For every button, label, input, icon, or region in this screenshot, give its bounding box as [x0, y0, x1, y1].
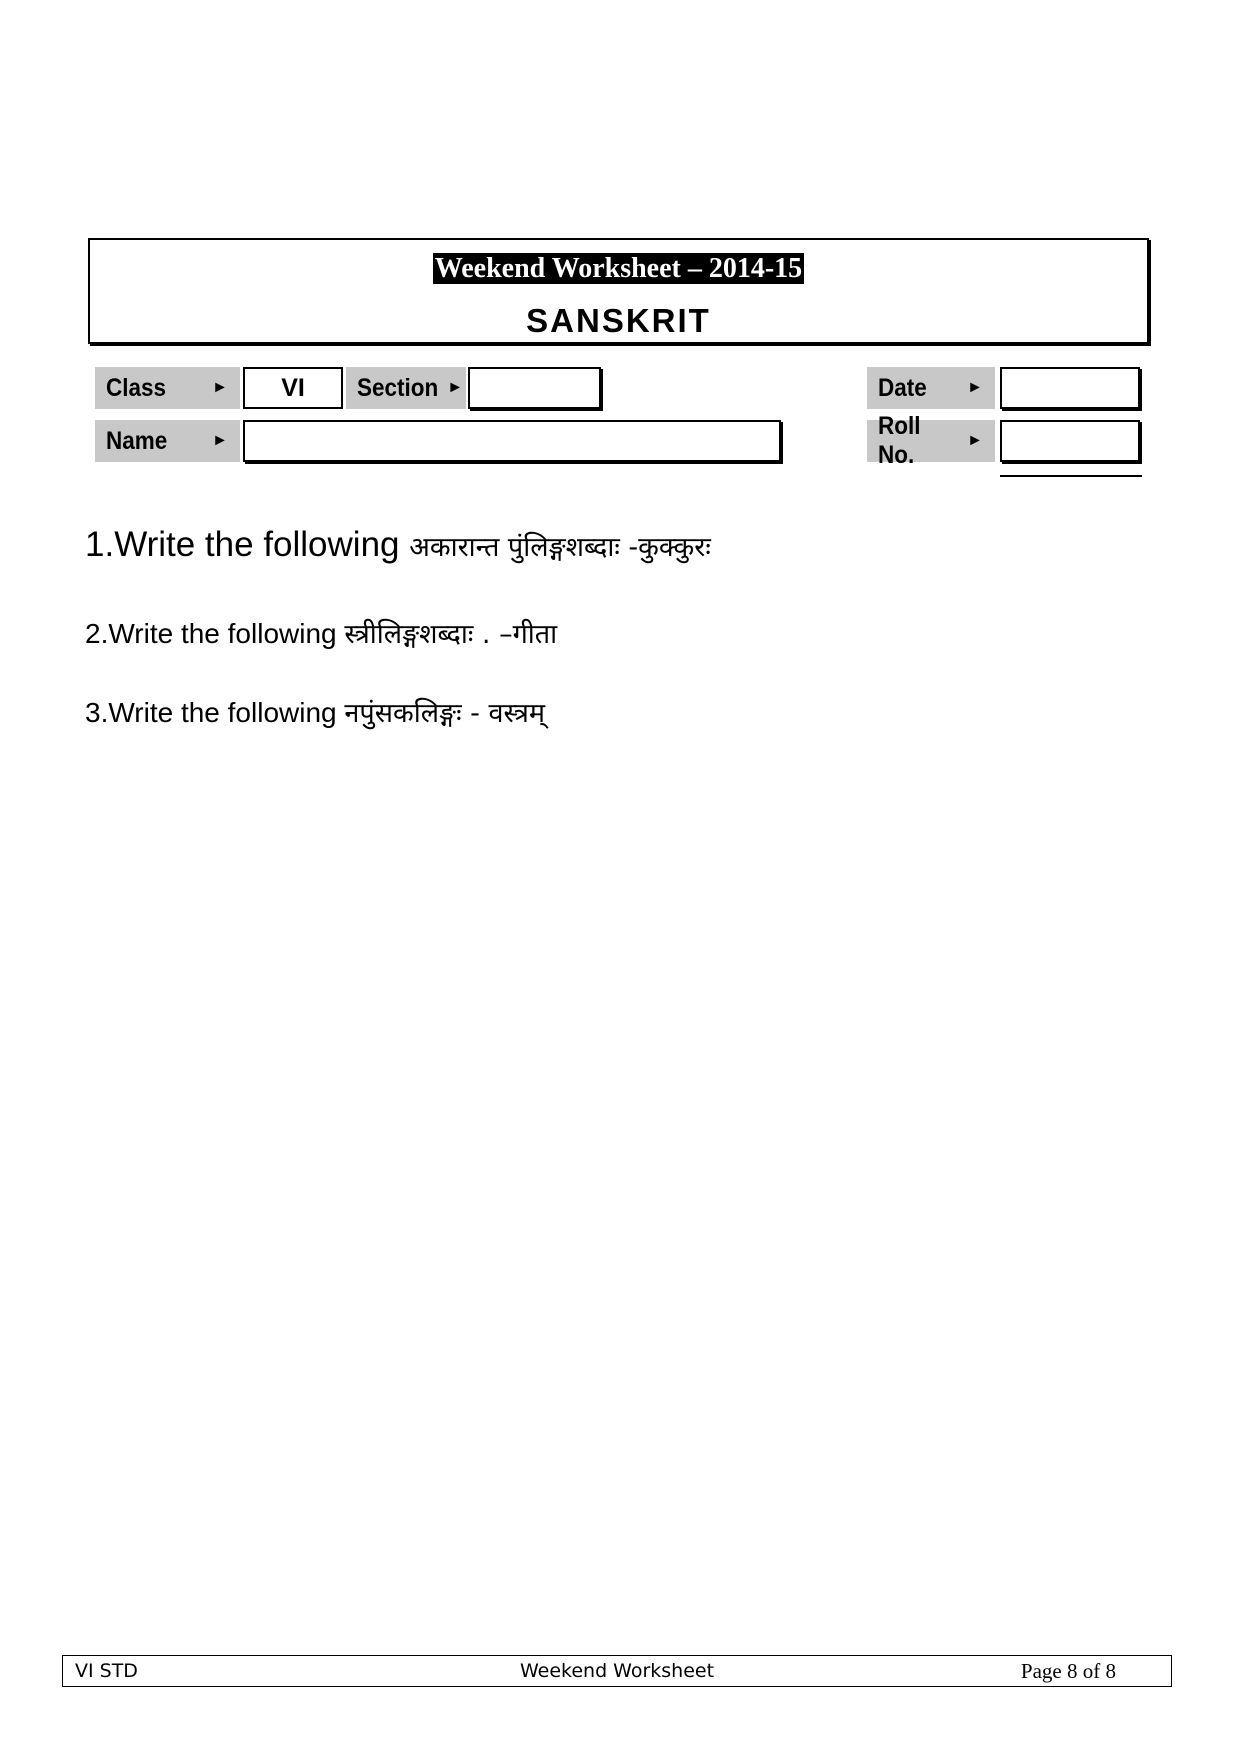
- page-number: Page 8 of 8: [1020, 1659, 1116, 1683]
- section-field[interactable]: [468, 367, 601, 409]
- date-field[interactable]: [1000, 367, 1140, 409]
- question-1: 1.Write the following अकारान्त पुंलिङ्गशब्दाः -कुक्कुरः: [85, 525, 711, 564]
- arrow-right-icon: ►: [447, 379, 464, 396]
- class-field[interactable]: VI: [243, 367, 343, 409]
- arrow-right-icon: ►: [212, 379, 228, 396]
- class-label: Class ►: [95, 367, 240, 409]
- roll-no-label: Roll No. ►: [867, 420, 995, 462]
- name-label: Name ►: [95, 420, 240, 462]
- question-3: 3.Write the following नपुंसकलिङ्गः - वस्त्रम्: [85, 697, 546, 729]
- roll-no-field[interactable]: [1000, 420, 1140, 462]
- section-label: Section ►: [346, 367, 466, 409]
- divider: [1000, 475, 1142, 477]
- question-2: 2.Write the following स्त्रीलिङ्गशब्दाः . –गीता: [85, 618, 558, 650]
- worksheet-header: [88, 238, 1149, 344]
- name-field[interactable]: [243, 420, 781, 462]
- arrow-right-icon: ►: [212, 432, 228, 449]
- date-label: Date ►: [867, 367, 995, 409]
- page-footer: [62, 1655, 1172, 1687]
- arrow-right-icon: ►: [967, 379, 983, 396]
- subject-title: SANSKRIT: [526, 302, 711, 339]
- footer-title: Weekend Worksheet: [519, 1660, 715, 1682]
- worksheet-title: Weekend Worksheet – 2014-15: [434, 253, 803, 284]
- arrow-right-icon: ►: [967, 432, 983, 449]
- footer-class: VI STD: [75, 1660, 138, 1682]
